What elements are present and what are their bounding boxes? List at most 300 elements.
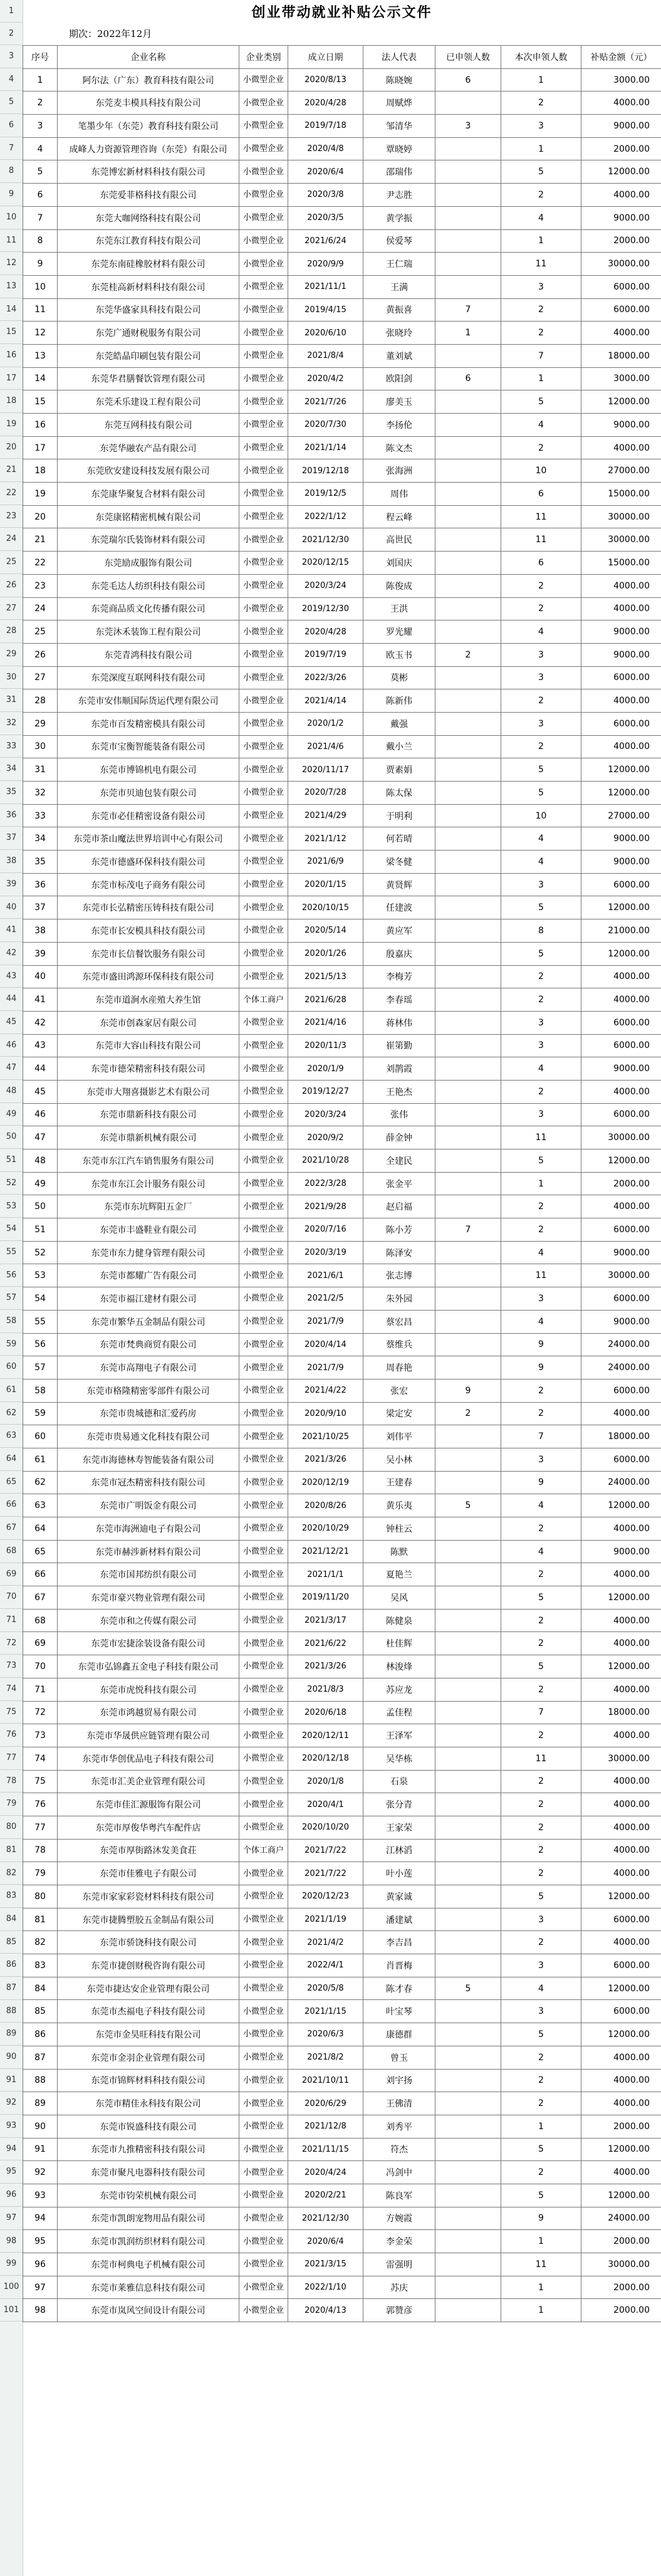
table-row xyxy=(23,160,661,184)
cell-claimed xyxy=(435,1517,501,1541)
cell-current: 3 xyxy=(501,1287,581,1311)
row-number[interactable]: 11 xyxy=(0,229,23,253)
row-number[interactable]: 7 xyxy=(0,137,23,160)
cell-company: 东莞市东江汽车销售服务有限公司 xyxy=(58,1149,239,1173)
cell-legal-rep: 周赋烨 xyxy=(363,92,435,115)
cell-company: 东莞华融农产品有限公司 xyxy=(58,436,239,459)
cell-claimed xyxy=(435,919,501,943)
table-row xyxy=(23,988,661,1012)
cell-company: 东莞麦丰模具科技有限公司 xyxy=(58,92,239,115)
cell-claimed xyxy=(435,942,501,965)
table-row xyxy=(23,758,661,782)
cell-category: 小微型企业 xyxy=(239,851,288,874)
row-number[interactable]: 91 xyxy=(0,2069,23,2092)
cell-claimed xyxy=(435,1586,501,1610)
row-number[interactable]: 27 xyxy=(0,597,23,620)
cell-seq: 36 xyxy=(23,873,58,896)
cell-current: 11 xyxy=(501,1126,581,1149)
cell-date: 2020/3/24 xyxy=(288,574,363,597)
row-number[interactable]: 56 xyxy=(0,1264,23,1287)
row-number[interactable]: 62 xyxy=(0,1402,23,1425)
cell-legal-rep: 欧玉书 xyxy=(363,643,435,666)
cell-legal-rep: 郭赞彦 xyxy=(363,2299,435,2322)
cell-company: 东莞市茶山魔法世界培训中心有限公司 xyxy=(58,827,239,851)
cell-amount: 4000.00 xyxy=(581,2092,661,2115)
row-number[interactable]: 6 xyxy=(0,114,23,137)
cell-category: 小微型企业 xyxy=(239,1241,288,1264)
row-number[interactable]: 18 xyxy=(0,390,23,413)
cell-current: 3 xyxy=(501,1011,581,1034)
row-number[interactable]: 22 xyxy=(0,482,23,505)
table-row xyxy=(23,1080,661,1103)
cell-category: 小微型企业 xyxy=(239,919,288,943)
cell-category: 小微型企业 xyxy=(239,390,288,414)
row-number[interactable]: 25 xyxy=(0,551,23,574)
cell-current: 5 xyxy=(501,896,581,919)
row-number[interactable]: 99 xyxy=(0,2253,23,2276)
cell-claimed: 1 xyxy=(435,322,501,345)
cell-date: 2021/7/9 xyxy=(288,1310,363,1333)
cell-company: 东莞康华聚复合材料有限公司 xyxy=(58,483,239,506)
row-number[interactable]: 84 xyxy=(0,1908,23,1931)
row-number[interactable]: 28 xyxy=(0,620,23,643)
row-number[interactable]: 58 xyxy=(0,1310,23,1333)
cell-legal-rep: 陈新伟 xyxy=(363,689,435,713)
cell-claimed: 5 xyxy=(435,1977,501,2000)
cell-legal-rep: 梁冬健 xyxy=(363,851,435,874)
row-number[interactable]: 50 xyxy=(0,1126,23,1149)
cell-claimed xyxy=(435,2023,501,2046)
cell-date: 2022/1/12 xyxy=(288,505,363,528)
row-number[interactable]: 54 xyxy=(0,1218,23,1241)
cell-company: 东莞市必佳精密设备有限公司 xyxy=(58,804,239,827)
row-number[interactable]: 37 xyxy=(0,827,23,850)
cell-amount: 12000.00 xyxy=(581,2023,661,2046)
cell-seq: 9 xyxy=(23,253,58,276)
row-number[interactable]: 23 xyxy=(0,505,23,528)
row-number[interactable]: 95 xyxy=(0,2160,23,2184)
row-number[interactable]: 92 xyxy=(0,2092,23,2115)
cell-amount: 4000.00 xyxy=(581,2161,661,2184)
row-number[interactable]: 30 xyxy=(0,666,23,689)
row-number[interactable]: 61 xyxy=(0,1379,23,1402)
cell-current: 11 xyxy=(501,528,581,552)
cell-current: 9 xyxy=(501,1471,581,1494)
row-number[interactable]: 40 xyxy=(0,896,23,919)
cell-company: 东莞博宏新材料科技有限公司 xyxy=(58,160,239,184)
row-number[interactable]: 72 xyxy=(0,1632,23,1655)
row-number[interactable]: 9 xyxy=(0,183,23,206)
cell-category: 小微型企业 xyxy=(239,1011,288,1034)
row-number[interactable]: 31 xyxy=(0,689,23,712)
cell-seq: 69 xyxy=(23,1632,58,1655)
cell-amount: 4000.00 xyxy=(581,1080,661,1103)
row-number[interactable]: 94 xyxy=(0,2138,23,2161)
cell-seq: 25 xyxy=(23,620,58,644)
row-number[interactable]: 13 xyxy=(0,275,23,298)
row-number[interactable]: 67 xyxy=(0,1517,23,1540)
row-number[interactable]: 48 xyxy=(0,1080,23,1103)
cell-claimed xyxy=(435,92,501,115)
row-number[interactable]: 100 xyxy=(0,2276,23,2299)
row-number[interactable]: 89 xyxy=(0,2023,23,2046)
row-number[interactable]: 46 xyxy=(0,1034,23,1057)
cell-legal-rep: 肖晋梅 xyxy=(363,1954,435,1977)
row-number[interactable]: 52 xyxy=(0,1172,23,1195)
table-row xyxy=(23,1701,661,1724)
row-number[interactable]: 10 xyxy=(0,206,23,229)
page-title: 创业带动就业补贴公示文件 xyxy=(251,4,432,21)
row-number[interactable]: 88 xyxy=(0,2000,23,2023)
cell-current: 11 xyxy=(501,2253,581,2276)
row-number[interactable]: 21 xyxy=(0,459,23,482)
cell-category: 小微型企业 xyxy=(239,436,288,459)
cell-claimed xyxy=(435,344,501,367)
row-number[interactable]: 14 xyxy=(0,298,23,322)
cell-company: 东莞华盛家具科技有限公司 xyxy=(58,298,239,322)
row-number[interactable]: 57 xyxy=(0,1287,23,1310)
row-number[interactable]: 73 xyxy=(0,1655,23,1678)
cell-current: 3 xyxy=(501,1103,581,1126)
row-number[interactable]: 80 xyxy=(0,1816,23,1839)
cell-current: 6 xyxy=(501,483,581,506)
cell-current: 4 xyxy=(501,1540,581,1563)
cell-claimed xyxy=(435,965,501,988)
row-number[interactable]: 51 xyxy=(0,1149,23,1172)
cell-seq: 21 xyxy=(23,528,58,552)
cell-seq: 84 xyxy=(23,1977,58,2000)
row-number[interactable]: 64 xyxy=(0,1448,23,1471)
cell-seq: 86 xyxy=(23,2023,58,2046)
row-number[interactable]: 63 xyxy=(0,1425,23,1448)
table-row xyxy=(23,1839,661,1862)
cell-seq: 62 xyxy=(23,1471,58,1494)
row-number[interactable]: 45 xyxy=(0,1011,23,1034)
cell-category: 小微型企业 xyxy=(239,1632,288,1655)
row-number[interactable]: 15 xyxy=(0,321,23,344)
row-number[interactable]: 59 xyxy=(0,1333,23,1356)
cell-legal-rep: 高世民 xyxy=(363,528,435,552)
row-number[interactable]: 32 xyxy=(0,712,23,735)
row-number[interactable]: 43 xyxy=(0,965,23,988)
row-number[interactable]: 66 xyxy=(0,1494,23,1517)
cell-current: 4 xyxy=(501,414,581,437)
table-row xyxy=(23,965,661,988)
cell-claimed xyxy=(435,1563,501,1586)
cell-current: 2 xyxy=(501,1563,581,1586)
cell-claimed xyxy=(435,1839,501,1862)
row-number[interactable]: 90 xyxy=(0,2046,23,2069)
row-number[interactable]: 3 xyxy=(0,45,23,68)
row-number[interactable]: 41 xyxy=(0,919,23,942)
cell-company: 东莞瑞尔氏装饰材料有限公司 xyxy=(58,528,239,552)
table-row xyxy=(23,1931,661,1954)
cell-company: 东莞市虎悦科技有限公司 xyxy=(58,1678,239,1701)
cell-legal-rep: 石泉 xyxy=(363,1770,435,1793)
row-number[interactable]: 53 xyxy=(0,1195,23,1218)
row-number[interactable]: 93 xyxy=(0,2115,23,2138)
cell-amount: 9000.00 xyxy=(581,1241,661,1264)
table-row xyxy=(23,483,661,506)
cell-category: 小微型企业 xyxy=(239,483,288,506)
cell-current: 2 xyxy=(501,1793,581,1816)
table-row xyxy=(23,1816,661,1839)
row-number[interactable]: 5 xyxy=(0,91,23,114)
cell-category: 小微型企业 xyxy=(239,1931,288,1954)
cell-date: 2020/5/14 xyxy=(288,919,363,943)
cell-claimed xyxy=(435,436,501,459)
cell-claimed xyxy=(435,1862,501,1885)
cell-category: 小微型企业 xyxy=(239,758,288,782)
cell-category: 小微型企业 xyxy=(239,459,288,483)
cell-legal-rep: 王建春 xyxy=(363,1471,435,1494)
cell-category: 小微型企业 xyxy=(239,827,288,851)
cell-current: 9 xyxy=(501,1333,581,1356)
row-number[interactable]: 81 xyxy=(0,1839,23,1862)
table-row xyxy=(23,1678,661,1701)
cell-legal-rep: 黄乐夷 xyxy=(363,1494,435,1517)
row-number[interactable]: 26 xyxy=(0,574,23,597)
cell-seq: 97 xyxy=(23,2276,58,2299)
row-number[interactable]: 36 xyxy=(0,804,23,827)
row-number[interactable]: 34 xyxy=(0,758,23,781)
cell-legal-rep: 王家荣 xyxy=(363,1816,435,1839)
table-row xyxy=(23,275,661,298)
cell-legal-rep: 康德群 xyxy=(363,2023,435,2046)
row-number[interactable]: 12 xyxy=(0,252,23,275)
cell-date: 2021/3/26 xyxy=(288,1448,363,1471)
cell-legal-rep: 孟佳程 xyxy=(363,1701,435,1724)
cell-current: 11 xyxy=(501,1264,581,1287)
row-number[interactable]: 82 xyxy=(0,1862,23,1885)
cell-seq: 96 xyxy=(23,2253,58,2276)
table-row xyxy=(23,1310,661,1333)
row-number[interactable]: 47 xyxy=(0,1057,23,1080)
cell-claimed xyxy=(435,137,501,160)
cell-amount: 4000.00 xyxy=(581,2069,661,2092)
row-number[interactable]: 39 xyxy=(0,873,23,896)
row-number[interactable]: 20 xyxy=(0,436,23,459)
row-number[interactable]: 76 xyxy=(0,1724,23,1747)
row-number[interactable]: 35 xyxy=(0,781,23,804)
row-number[interactable]: 65 xyxy=(0,1471,23,1494)
row-number[interactable]: 2 xyxy=(0,23,23,45)
cell-claimed xyxy=(435,2000,501,2023)
cell-category: 小微型企业 xyxy=(239,184,288,207)
row-number[interactable]: 42 xyxy=(0,942,23,965)
cell-date: 2020/12/23 xyxy=(288,1885,363,1908)
cell-date: 2020/7/16 xyxy=(288,1218,363,1242)
row-number[interactable]: 98 xyxy=(0,2230,23,2253)
cell-date: 2021/8/2 xyxy=(288,2046,363,2069)
cell-claimed xyxy=(435,2253,501,2276)
cell-seq: 95 xyxy=(23,2230,58,2253)
cell-claimed xyxy=(435,2230,501,2253)
cell-claimed xyxy=(435,896,501,919)
table-row xyxy=(23,1241,661,1264)
cell-company: 东莞市鼎新科技有限公司 xyxy=(58,1103,239,1126)
table-row xyxy=(23,528,661,552)
table-row xyxy=(23,1103,661,1126)
cell-legal-rep: 张宏 xyxy=(363,1379,435,1402)
cell-company: 东莞皓晶印刷包装有限公司 xyxy=(58,344,239,367)
cell-category: 小微型企业 xyxy=(239,1310,288,1333)
row-number[interactable]: 8 xyxy=(0,160,23,183)
cell-seq: 63 xyxy=(23,1494,58,1517)
cell-date: 2020/9/10 xyxy=(288,1402,363,1425)
row-number[interactable]: 69 xyxy=(0,1563,23,1586)
cell-legal-rep: 罗光耀 xyxy=(363,620,435,644)
table-row xyxy=(23,735,661,758)
cell-date: 2020/6/29 xyxy=(288,2092,363,2115)
row-number[interactable]: 86 xyxy=(0,1954,23,1977)
cell-claimed: 5 xyxy=(435,1494,501,1517)
row-number[interactable]: 74 xyxy=(0,1678,23,1701)
row-number[interactable]: 70 xyxy=(0,1586,23,1609)
cell-legal-rep: 吴风 xyxy=(363,1586,435,1610)
cell-current: 3 xyxy=(501,115,581,138)
cell-company: 东莞市岚风空间设计有限公司 xyxy=(58,2299,239,2322)
cell-claimed: 6 xyxy=(435,68,501,92)
cell-date: 2019/12/5 xyxy=(288,483,363,506)
cell-company: 东莞市大翔喜摄影艺术有限公司 xyxy=(58,1080,239,1103)
row-number[interactable]: 16 xyxy=(0,344,23,367)
row-number[interactable]: 87 xyxy=(0,1977,23,2000)
row-number[interactable]: 60 xyxy=(0,1356,23,1379)
cell-amount: 2000.00 xyxy=(581,2230,661,2253)
cell-seq: 55 xyxy=(23,1310,58,1333)
cell-category: 小微型企业 xyxy=(239,1885,288,1908)
cell-legal-rep: 黄贤辉 xyxy=(363,873,435,896)
cell-seq: 33 xyxy=(23,804,58,827)
cell-category: 小微型企业 xyxy=(239,965,288,988)
cell-seq: 83 xyxy=(23,1954,58,1977)
cell-legal-rep: 刘秀平 xyxy=(363,2115,435,2138)
cell-category: 小微型企业 xyxy=(239,735,288,758)
row-number[interactable]: 33 xyxy=(0,735,23,758)
cell-date: 2021/6/24 xyxy=(288,229,363,253)
cell-category: 小微型企业 xyxy=(239,942,288,965)
cell-company: 东莞市捷腾塑胶五金制品有限公司 xyxy=(58,1908,239,1931)
row-number[interactable]: 29 xyxy=(0,643,23,666)
row-number[interactable]: 55 xyxy=(0,1241,23,1264)
row-number[interactable]: 77 xyxy=(0,1747,23,1770)
cell-seq: 34 xyxy=(23,827,58,851)
cell-amount: 4000.00 xyxy=(581,1793,661,1816)
row-number[interactable]: 19 xyxy=(0,413,23,436)
row-number[interactable]: 17 xyxy=(0,367,23,390)
cell-amount: 3000.00 xyxy=(581,367,661,390)
cell-category: 小微型企业 xyxy=(239,344,288,367)
table-row xyxy=(23,2115,661,2138)
cell-seq: 59 xyxy=(23,1402,58,1425)
cell-current: 4 xyxy=(501,1977,581,2000)
cell-current: 11 xyxy=(501,505,581,528)
cell-amount: 2000.00 xyxy=(581,1172,661,1195)
cell-seq: 60 xyxy=(23,1425,58,1448)
table-row xyxy=(23,436,661,459)
cell-category: 小微型企业 xyxy=(239,1540,288,1563)
cell-category: 小微型企业 xyxy=(239,2161,288,2184)
cell-claimed xyxy=(435,2138,501,2161)
cell-claimed xyxy=(435,1724,501,1747)
cell-amount: 3000.00 xyxy=(581,68,661,92)
row-number[interactable]: 79 xyxy=(0,1793,23,1816)
cell-claimed xyxy=(435,666,501,689)
cell-category: 小微型企业 xyxy=(239,1724,288,1747)
row-number[interactable]: 71 xyxy=(0,1609,23,1632)
cell-legal-rep: 冯剑中 xyxy=(363,2161,435,2184)
cell-seq: 29 xyxy=(23,712,58,735)
table-row xyxy=(23,1563,661,1586)
cell-amount: 12000.00 xyxy=(581,1586,661,1610)
cell-legal-rep: 江林滔 xyxy=(363,1839,435,1862)
cell-amount: 12000.00 xyxy=(581,390,661,414)
cell-date: 2020/12/19 xyxy=(288,1471,363,1494)
cell-legal-rep: 黄学振 xyxy=(363,206,435,229)
cell-company: 东莞市杰福电子科技有限公司 xyxy=(58,2000,239,2023)
cell-date: 2021/7/9 xyxy=(288,1356,363,1380)
cell-date: 2019/12/18 xyxy=(288,459,363,483)
cell-legal-rep: 苏庆 xyxy=(363,2276,435,2299)
row-number[interactable]: 75 xyxy=(0,1701,23,1724)
cell-amount: 15000.00 xyxy=(581,483,661,506)
cell-legal-rep: 曾玉 xyxy=(363,2046,435,2069)
cell-legal-rep: 张晓玲 xyxy=(363,322,435,345)
cell-category: 小微型企业 xyxy=(239,1609,288,1632)
cell-legal-rep: 张海洲 xyxy=(363,459,435,483)
row-number[interactable]: 4 xyxy=(0,68,23,92)
cell-seq: 75 xyxy=(23,1770,58,1793)
cell-legal-rep: 张伟 xyxy=(363,1103,435,1126)
cell-amount: 4000.00 xyxy=(581,597,661,620)
row-number[interactable]: 1 xyxy=(0,0,23,23)
cell-date: 2021/6/1 xyxy=(288,1264,363,1287)
cell-legal-rep: 蒋林伟 xyxy=(363,1011,435,1034)
table-row xyxy=(23,1793,661,1816)
row-number[interactable]: 44 xyxy=(0,988,23,1011)
row-number[interactable]: 38 xyxy=(0,850,23,873)
table-row xyxy=(23,666,661,689)
row-number[interactable]: 97 xyxy=(0,2207,23,2230)
cell-current: 2 xyxy=(501,436,581,459)
cell-claimed xyxy=(435,528,501,552)
cell-seq: 61 xyxy=(23,1448,58,1471)
row-number[interactable]: 96 xyxy=(0,2184,23,2207)
cell-amount: 24000.00 xyxy=(581,1356,661,1380)
row-number[interactable]: 24 xyxy=(0,528,23,551)
cell-company: 东莞市锐盛科技有限公司 xyxy=(58,2115,239,2138)
cell-current: 7 xyxy=(501,1701,581,1724)
table-row xyxy=(23,782,661,805)
row-number[interactable]: 85 xyxy=(0,1931,23,1954)
row-number[interactable]: 68 xyxy=(0,1540,23,1563)
cell-current: 2 xyxy=(501,1724,581,1747)
cell-company: 东莞市长弘精密压铸科技有限公司 xyxy=(58,896,239,919)
cell-amount: 4000.00 xyxy=(581,1563,661,1586)
cell-current: 10 xyxy=(501,804,581,827)
cell-seq: 17 xyxy=(23,436,58,459)
row-number[interactable]: 83 xyxy=(0,1885,23,1908)
row-number[interactable]: 101 xyxy=(0,2299,23,2322)
table-row xyxy=(23,574,661,597)
row-number[interactable]: 49 xyxy=(0,1103,23,1126)
cell-claimed: 2 xyxy=(435,1402,501,1425)
cell-legal-rep: 方婉霞 xyxy=(363,2207,435,2230)
cell-date: 2021/4/16 xyxy=(288,1011,363,1034)
cell-date: 2020/8/13 xyxy=(288,68,363,92)
row-number[interactable]: 78 xyxy=(0,1770,23,1793)
